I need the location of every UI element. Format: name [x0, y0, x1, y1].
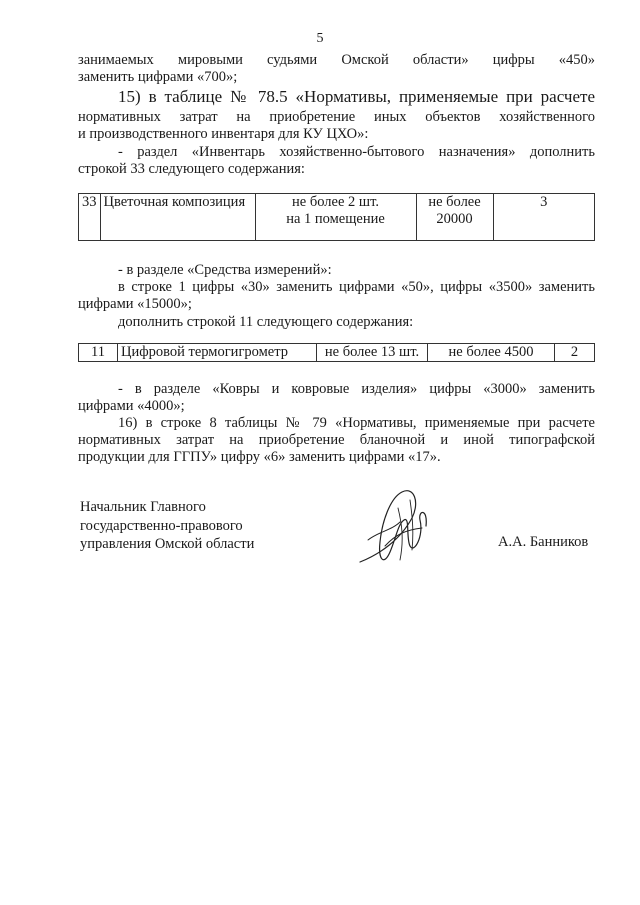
text-line: - в разделе «Средства измерений»:: [118, 262, 332, 278]
text-line: - раздел «Инвентарь хозяйственно-бытового назначения» дополнить: [118, 144, 595, 160]
text-line: нормативных затрат на приобретение бланочной и иной типографской: [78, 432, 595, 448]
signatory-position: [80, 498, 254, 554]
text-line: цифрами «4000»;: [78, 398, 185, 414]
text-line: занимаемых мировыми судьями Омской области» цифры «450»: [78, 52, 595, 68]
position-line: государственно-правового: [80, 517, 243, 534]
quantity-cell: [255, 194, 416, 241]
instruments-table: [78, 343, 595, 362]
text-line: цифрами «15000»;: [78, 296, 192, 312]
quantity-line: на 1 помещение: [286, 211, 385, 227]
text-line: в строке 1 цифры «30» заменить цифрами «50», цифры «3500» заменить: [118, 279, 595, 295]
position-line: Начальник Главного: [80, 499, 206, 515]
handwritten-signature: [340, 480, 440, 580]
text-line: дополнить строкой 11 следующего содержания:: [118, 314, 414, 330]
position-line: управления Омской области: [80, 536, 255, 552]
row-number: 33: [79, 194, 101, 241]
item-15-heading: 15) в таблице № 78.5 «Нормативы, применяемые при расчете: [118, 87, 595, 106]
years-cell: 2: [555, 344, 595, 362]
price-cell: не более 4500: [428, 344, 555, 362]
price-line: не более: [428, 194, 481, 210]
row-number: 11: [79, 344, 118, 362]
item-name: Цветочная композиция: [100, 194, 255, 241]
years-cell: 3: [493, 194, 595, 241]
quantity-line: не более 2 шт.: [292, 194, 379, 210]
price-cell: [416, 194, 493, 241]
item-16-heading: 16) в строке 8 таблицы № 79 «Нормативы, применяемые при расчете: [118, 415, 595, 431]
signatory-name: А.А. Банников: [498, 534, 589, 550]
text-line: строкой 33 следующего содержания:: [78, 161, 305, 177]
price-line: 20000: [436, 211, 473, 227]
page-number: 5: [316, 31, 324, 46]
text-line: нормативных затрат на приобретение иных объектов хозяйственного: [78, 109, 595, 125]
item-name: Цифровой термогигрометр: [118, 344, 317, 362]
text-line: и производственного инвентаря для КУ ЦХО»:: [78, 126, 369, 142]
text-line: продукции для ГГПУ» цифру «6» заменить цифрами «17».: [78, 449, 441, 465]
inventory-table: [78, 193, 595, 241]
text-line: заменить цифрами «700»;: [78, 69, 238, 85]
quantity-cell: не более 13 шт.: [317, 344, 428, 362]
text-line: - в разделе «Ковры и ковровые изделия» цифры «3000» заменить: [118, 381, 595, 397]
